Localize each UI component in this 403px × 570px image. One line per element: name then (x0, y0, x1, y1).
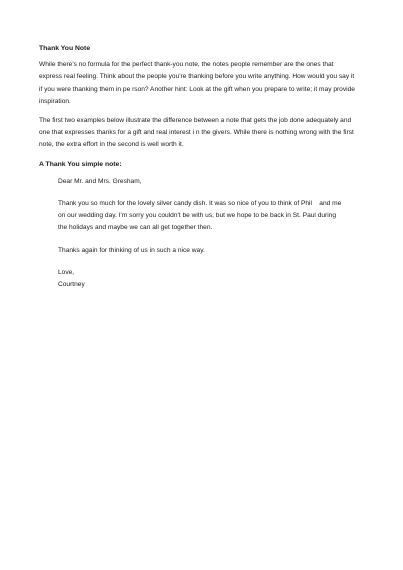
salutation-text: Dear Mr. and Mrs. Gresham, (58, 177, 142, 185)
sample-letter (58, 176, 369, 291)
examples-line: The first two examples below illustrate the difference between a note that gets the job done adequately and (39, 117, 352, 125)
examples-line: note, the extra effort in the second is well worth it. (39, 141, 184, 149)
sign-off-text: Love, (58, 268, 75, 276)
letter-salutation (58, 176, 369, 188)
letter-signoff (58, 267, 369, 291)
document-title: Thank You Note (39, 45, 91, 52)
intro-line: inspiration. (39, 97, 71, 105)
intro-line: While there's no formula for the perfect thank-you note, the notes people remember are the ones that (39, 61, 334, 69)
intro-line: express real feeling. Think about the people you're thanking before you write anything. How would you say it (39, 73, 355, 81)
letter-body (58, 198, 369, 235)
document-content (39, 43, 369, 297)
signature-text: Courtney (58, 281, 85, 289)
section-subheading: A Thank You simple note: (39, 160, 122, 168)
intro-paragraph (39, 59, 369, 108)
intro-line: if you were thanking them in pe rson? Another hint: Look at the gift when you prepare to write; it may provide (39, 85, 355, 93)
closing-thanks-text: Thanks again for thinking of us in such a nice way. (58, 246, 205, 254)
letter-body-line: on our wedding day. I'm sorry you couldn't be with us, but we hope to be back in St. Paul during (58, 212, 337, 220)
examples-line: one that expresses thanks for a gift and real interest i n the givers. While there is nothing wrong with the first (39, 129, 354, 137)
examples-paragraph (39, 115, 369, 152)
letter-closing (58, 245, 369, 257)
letter-body-line: Thank you so much for the lovely silver candy dish. It was so nice of you to think of Phil and me (58, 200, 342, 208)
letter-body-line: the holidays and maybe we can all get together then. (58, 224, 213, 232)
